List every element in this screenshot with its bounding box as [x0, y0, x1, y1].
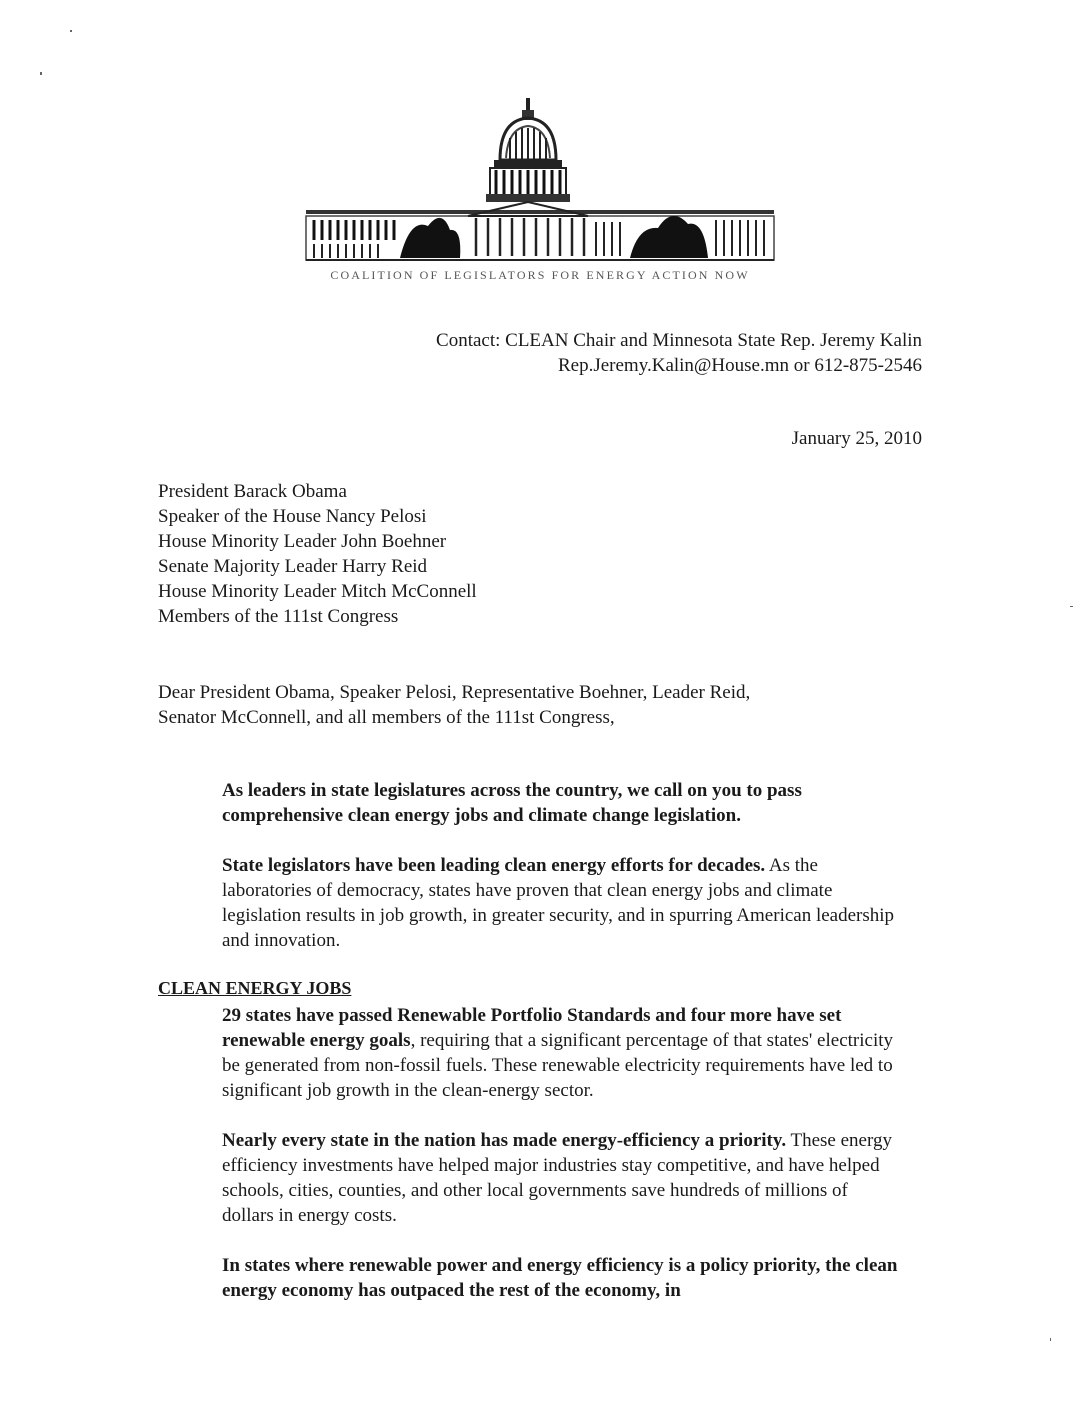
paragraph-renewable-standards — [158, 1003, 898, 1103]
paragraph-text: These energy efficiency investments have helped major industries stay competitive, and have helped schools, cities, counties, and other local governments save hundreds of millions of dollars in energy costs. — [222, 1130, 892, 1226]
paragraph-state-leadership — [158, 853, 898, 953]
recipient-line: Senate Majority Leader Harry Reid — [158, 556, 428, 577]
paragraph-bold-text: Nearly every state in the nation has made energy-efficiency a priority. — [222, 1130, 787, 1151]
paragraph-text: , requiring that a significant percentage of that states' electricity be generated from non-fossil fuels. These renewable electricity requirements have led to significant job growth in the clean-energy sector. — [222, 1030, 894, 1101]
paragraph-energy-efficiency — [158, 1128, 898, 1228]
recipient-line: President Barack Obama — [158, 481, 347, 502]
paragraph-bold-text: In states where renewable power and energy efficiency is a policy priority, the clean energy economy has outpaced the rest of the economy, in — [222, 1255, 898, 1301]
recipient-line: Speaker of the House Nancy Pelosi — [158, 506, 427, 527]
contact-line-1: Contact: CLEAN Chair and Minnesota State Rep. Jeremy Kalin — [436, 330, 922, 351]
section-heading: CLEAN ENERGY JOBS — [158, 978, 352, 998]
salutation-line-2: Senator McConnell, and all members of the 111st Congress, — [158, 707, 615, 728]
scan-speck — [70, 30, 72, 32]
capitol-logo — [300, 98, 780, 266]
recipient-list — [158, 479, 477, 629]
contact-block — [436, 328, 922, 378]
salutation-line-1: Dear President Obama, Speaker Pelosi, Representative Boehner, Leader Reid, — [158, 682, 751, 703]
letterhead — [300, 98, 780, 288]
recipient-line: Members of the 111st Congress — [158, 606, 399, 627]
recipient-line: House Minority Leader John Boehner — [158, 531, 447, 552]
organization-name: COALITION OF LEGISLATORS FOR ENERGY ACTION NOW — [330, 268, 750, 282]
contact-line-2: Rep.Jeremy.Kalin@House.mn or 612-875-2546 — [557, 355, 922, 376]
paragraph-call-to-action — [158, 778, 898, 828]
letter-date: January 25, 2010 — [791, 428, 922, 449]
scan-speck — [40, 72, 42, 75]
recipient-line: House Minority Leader Mitch McConnell — [158, 581, 477, 602]
paragraph-text: As the laboratories of democracy, states have proven that clean energy jobs and climate legislation results in job growth, in greater security, and in spurring American leadership and innovation. — [222, 855, 895, 951]
scan-speck — [1050, 1338, 1051, 1341]
scan-speck — [1070, 606, 1073, 607]
salutation — [158, 680, 918, 730]
paragraph-bold-text: As leaders in state legislatures across the country, we call on you to pass comprehensive clean energy jobs and climate change legislation. — [222, 780, 802, 826]
paragraph-bold-text: 29 states have passed Renewable Portfolio Standards and four more have set renewable energy goals — [222, 1005, 842, 1051]
paragraph-clean-economy — [158, 1253, 898, 1303]
paragraph-bold-text: State legislators have been leading clean energy efforts for decades. — [222, 855, 766, 876]
